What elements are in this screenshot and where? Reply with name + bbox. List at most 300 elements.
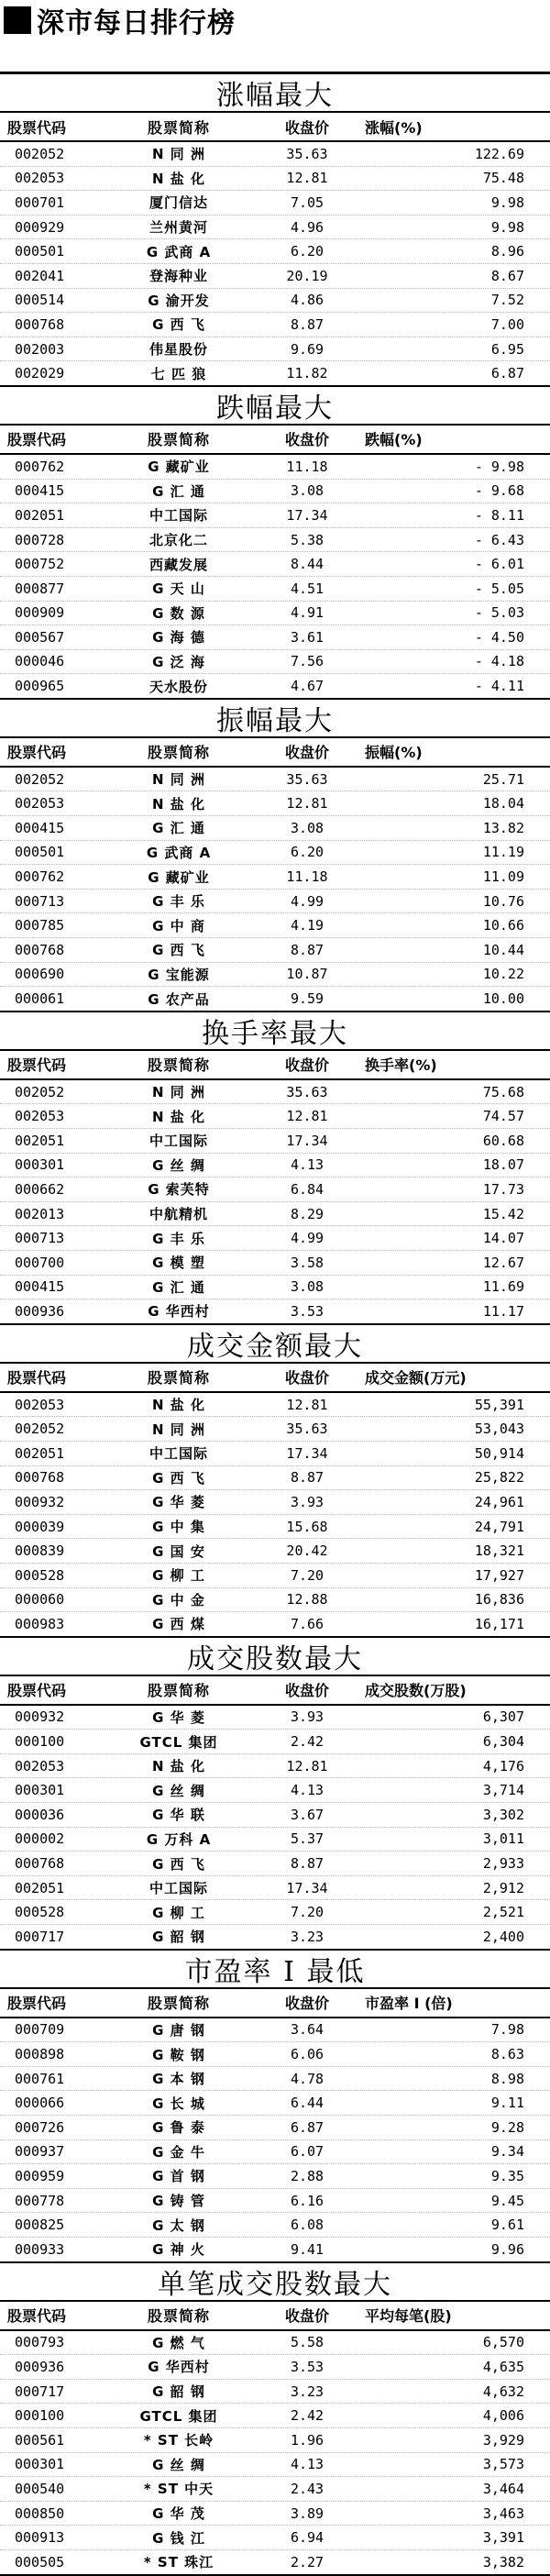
cell-code: 000933: [15, 2240, 65, 2258]
cell-name: G 武商 A: [146, 243, 212, 260]
cell-name: G 西 煤: [152, 1616, 205, 1633]
cell-metric: 18.04: [482, 795, 524, 813]
table-row: [0, 1876, 550, 1901]
cell-close: 17.34: [286, 1132, 328, 1149]
cell-name: G 汇 通: [152, 1278, 205, 1296]
cell-code: 000561: [15, 2431, 65, 2449]
table-row: [0, 1730, 550, 1754]
table-row: [0, 768, 550, 792]
table-row: [0, 2502, 550, 2526]
cell-name: G 韶 钢: [152, 1929, 205, 1946]
section-title: 单笔成交股数最大: [0, 2263, 550, 2302]
column-header-code: 股票代码: [7, 2307, 67, 2326]
column-header-row: [0, 1989, 550, 2018]
table-row: [0, 1417, 550, 1442]
ranking-section: [0, 1325, 550, 1638]
column-header-name: 股票简称: [147, 744, 210, 762]
page-title-bar: [0, 0, 550, 40]
table-row: [0, 2164, 550, 2189]
column-header-metric: 跌幅(%): [365, 431, 423, 449]
cell-metric: 2,933: [482, 1855, 524, 1873]
cell-close: 5.37: [290, 1830, 324, 1848]
column-header-close: 收盘价: [284, 1995, 329, 2013]
cell-metric: 2,912: [482, 1879, 524, 1896]
cell-code: 000959: [15, 2167, 65, 2184]
column-header-metric: 平均每笔(股): [365, 2307, 452, 2326]
cell-close: 6.08: [290, 2217, 324, 2234]
cell-close: 11.18: [286, 868, 328, 886]
cell-name: G 华 菱: [152, 1494, 205, 1511]
cell-code: 000983: [15, 1615, 65, 1632]
table-row: [0, 1299, 550, 1325]
cell-code: 000046: [15, 653, 65, 670]
table-row: [0, 1706, 550, 1730]
cell-metric: 9.45: [490, 2192, 524, 2209]
cell-code: 000825: [15, 2217, 65, 2234]
cell-code: 000301: [15, 2456, 65, 2473]
cell-name: G 宝能源: [148, 966, 210, 983]
column-header-metric: 成交金额(万元): [365, 1369, 467, 1388]
column-header-close: 收盘价: [284, 744, 329, 762]
cell-metric: - 6.43: [474, 531, 524, 548]
column-header-close: 收盘价: [284, 1056, 329, 1075]
table-row: [0, 1202, 550, 1227]
column-header-code: 股票代码: [7, 744, 67, 762]
column-header-close: 收盘价: [284, 2307, 329, 2326]
table-row: [0, 1852, 550, 1876]
table-row: [0, 191, 550, 216]
cell-close: 3.58: [290, 1254, 324, 1271]
cell-close: 12.81: [286, 1757, 328, 1774]
cell-close: 12.81: [286, 795, 328, 813]
table-row: [0, 167, 550, 192]
cell-metric: 8.98: [490, 2070, 524, 2087]
cell-name: N 盐 化: [152, 1108, 205, 1125]
cell-metric: 2,400: [482, 1928, 524, 1945]
cell-close: 6.44: [290, 2095, 324, 2112]
cell-name: G 韶 钢: [152, 2383, 205, 2401]
table-row: [0, 2331, 550, 2356]
cell-name: N 盐 化: [152, 1397, 205, 1414]
cell-name: G 西 飞: [152, 316, 205, 334]
column-header-metric: 涨幅(%): [365, 118, 423, 137]
cell-name: G 天 山: [152, 580, 205, 598]
cell-name: G 神 火: [152, 2241, 205, 2259]
table-row: [0, 625, 550, 650]
cell-close: 12.88: [286, 1591, 328, 1609]
cell-metric: 17.73: [482, 1180, 524, 1198]
ranking-section: [0, 700, 550, 1012]
table-row: [0, 2238, 550, 2263]
table-row: [0, 552, 550, 577]
table-row: [0, 913, 550, 938]
cell-code: 000301: [15, 1782, 65, 1799]
cell-metric: 16,171: [474, 1615, 524, 1632]
cell-name: G 华西村: [148, 1303, 210, 1321]
cell-name: G 国 安: [152, 1542, 205, 1560]
cell-metric: - 9.68: [474, 482, 524, 500]
cell-name: G 模 塑: [152, 1255, 205, 1272]
cell-name: G 泛 海: [152, 653, 205, 670]
cell-code: 002053: [15, 170, 65, 187]
cell-name: G 渝开发: [148, 292, 210, 309]
cell-close: 2.42: [290, 2407, 324, 2425]
cell-name: G 华 联: [152, 1807, 205, 1824]
column-header-name: 股票简称: [147, 1995, 210, 2013]
cell-name: G 金 牛: [152, 2143, 205, 2161]
table-row: [0, 963, 550, 988]
cell-name: G 西 飞: [152, 1469, 205, 1487]
cell-close: 8.87: [290, 315, 324, 333]
cell-metric: 9.98: [490, 193, 524, 211]
cell-name: G 太 钢: [152, 2217, 205, 2234]
cell-name: G 鞍 钢: [152, 2046, 205, 2063]
cell-name: 伟星股份: [148, 341, 208, 359]
table-body: [0, 2331, 550, 2576]
cell-close: 4.99: [290, 1230, 324, 1247]
cell-code: 002053: [15, 795, 65, 813]
cell-metric: 10.66: [482, 917, 524, 934]
cell-metric: 8.67: [490, 267, 524, 284]
cell-close: 11.82: [286, 365, 328, 382]
cell-code: 000937: [15, 2143, 65, 2161]
cell-close: 5.38: [290, 531, 324, 548]
cell-metric: 9.61: [490, 2217, 524, 2234]
cell-name: G 海 德: [152, 629, 205, 647]
cell-code: 000932: [15, 1708, 65, 1726]
column-header-metric: 换手率(%): [365, 1056, 437, 1075]
cell-name: N 同 洲: [152, 771, 205, 789]
cell-metric: - 6.01: [474, 556, 524, 573]
ranking-section: [0, 74, 550, 387]
ranking-section: [0, 387, 550, 700]
cell-close: 3.64: [290, 2021, 324, 2039]
cell-code: 000726: [15, 2118, 65, 2136]
cell-metric: 3,463: [482, 2504, 524, 2522]
section-title: 市盈率 I 最低: [0, 1951, 550, 1989]
table-body: [0, 2018, 550, 2263]
cell-name: G 华西村: [148, 2359, 210, 2376]
column-header-name: 股票简称: [147, 1369, 210, 1388]
table-row: [0, 1828, 550, 1852]
table-row: [0, 987, 550, 1012]
table-row: [0, 602, 550, 626]
cell-close: 2.43: [290, 2480, 324, 2497]
cell-metric: 3,573: [482, 2456, 524, 2473]
cell-close: 3.08: [290, 482, 324, 500]
section-title: 成交金额最大: [0, 1325, 550, 1364]
cell-metric: 4,006: [482, 2407, 524, 2425]
table-row: [0, 1490, 550, 1515]
cell-code: 000701: [15, 193, 65, 211]
cell-close: 3.93: [290, 1493, 324, 1510]
cell-name: 七 匹 狼: [150, 365, 207, 382]
cell-metric: 3,391: [482, 2529, 524, 2547]
cell-close: 3.08: [290, 1278, 324, 1296]
cell-metric: 3,302: [482, 1806, 524, 1823]
cell-close: 4.67: [290, 678, 324, 695]
cell-close: 3.53: [290, 2358, 324, 2375]
cell-code: 000709: [15, 2021, 65, 2039]
column-header-row: [0, 113, 550, 142]
cell-code: 000936: [15, 1302, 65, 1320]
cell-close: 7.20: [290, 1566, 324, 1584]
ranking-section: [0, 1638, 550, 1951]
cell-metric: 53,043: [474, 1421, 524, 1438]
cell-close: 7.66: [290, 1615, 324, 1632]
cell-metric: 6,570: [482, 2334, 524, 2351]
cell-code: 002029: [15, 365, 65, 382]
cell-code: 000762: [15, 458, 65, 475]
cell-metric: 4,632: [482, 2383, 524, 2400]
cell-name: 西藏发展: [148, 556, 208, 573]
cell-metric: 75.48: [482, 170, 524, 187]
table-row: [0, 337, 550, 362]
column-header-code: 股票代码: [7, 1682, 67, 1700]
cell-close: 6.20: [290, 844, 324, 861]
cell-close: 35.63: [286, 770, 328, 788]
cell-name: 中工国际: [148, 1133, 208, 1150]
table-row: [0, 480, 550, 504]
table-row: [0, 2189, 550, 2214]
cell-code: 000514: [15, 292, 65, 309]
cell-metric: 6,304: [482, 1733, 524, 1751]
table-row: [0, 239, 550, 264]
cell-code: 000909: [15, 604, 65, 622]
cell-code: 000761: [15, 2070, 65, 2087]
table-row: [0, 2404, 550, 2428]
cell-metric: - 9.98: [474, 458, 524, 475]
cell-metric: - 8.11: [474, 506, 524, 524]
column-header-metric: 市盈率 I (倍): [365, 1995, 453, 2013]
cell-metric: 74.57: [482, 1108, 524, 1125]
cell-name: G 本 钢: [152, 2071, 205, 2088]
table-row: [0, 2477, 550, 2502]
table-row: [0, 816, 550, 841]
table-row: [0, 142, 550, 167]
column-header-close: 收盘价: [284, 431, 329, 449]
cell-close: 35.63: [286, 145, 328, 162]
cell-metric: 3,464: [482, 2480, 524, 2497]
cell-close: 6.07: [290, 2143, 324, 2161]
cell-code: 000728: [15, 531, 65, 548]
column-header-code: 股票代码: [7, 1995, 67, 2013]
table-body: [0, 455, 550, 700]
cell-close: 17.34: [286, 1444, 328, 1462]
cell-metric: 9.35: [490, 2167, 524, 2184]
cell-metric: 12.67: [482, 1254, 524, 1271]
cell-close: 6.20: [290, 243, 324, 260]
cell-metric: 7.00: [490, 315, 524, 333]
table-row: [0, 2091, 550, 2116]
table-row: [0, 2380, 550, 2405]
cell-metric: 2,521: [482, 1904, 524, 1921]
table-row: [0, 2140, 550, 2165]
cell-metric: - 4.18: [474, 653, 524, 670]
cell-metric: 6.95: [490, 340, 524, 358]
cell-metric: - 5.05: [474, 580, 524, 597]
cell-metric: 10.00: [482, 990, 524, 1008]
cell-close: 3.53: [290, 1302, 324, 1320]
cell-metric: 6,307: [482, 1708, 524, 1726]
cell-name: 北京化二: [148, 532, 208, 549]
cell-metric: 7.52: [490, 292, 524, 309]
cell-metric: 25.71: [482, 770, 524, 788]
cell-name: G 丝 绸: [152, 1156, 205, 1174]
table-row: [0, 1276, 550, 1300]
cell-name: G 丰 乐: [152, 893, 205, 911]
cell-name: G 华 菱: [152, 1708, 205, 1726]
cell-metric: 13.82: [482, 819, 524, 836]
cell-name: G 中 集: [152, 1519, 205, 1536]
cell-close: 6.94: [290, 2529, 324, 2547]
cell-metric: 24,961: [474, 1493, 524, 1510]
section-title: 成交股数最大: [0, 1638, 550, 1676]
cell-code: 000662: [15, 1180, 65, 1198]
table-row: [0, 1754, 550, 1779]
table-row: [0, 2018, 550, 2043]
cell-name: * ST 珠江: [143, 2554, 214, 2571]
cell-name: * ST 长岭: [143, 2432, 214, 2449]
cell-name: G 丝 绸: [152, 1782, 205, 1799]
cell-code: 000061: [15, 990, 65, 1008]
cell-code: 000877: [15, 580, 65, 597]
cell-close: 9.69: [290, 340, 324, 358]
cell-close: 3.23: [290, 2383, 324, 2400]
cell-metric: 50,914: [474, 1444, 524, 1462]
cell-code: 000793: [15, 2334, 65, 2351]
cell-close: 8.87: [290, 1469, 324, 1487]
cell-close: 4.13: [290, 1156, 324, 1174]
cell-code: 000066: [15, 2095, 65, 2112]
cell-code: 002013: [15, 1205, 65, 1222]
table-row: [0, 938, 550, 963]
column-header-metric: 振幅(%): [365, 744, 423, 762]
cell-code: 000936: [15, 2358, 65, 2375]
cell-code: 000762: [15, 868, 65, 886]
cell-name: 中工国际: [148, 1880, 208, 1897]
table-row: [0, 1539, 550, 1564]
cell-name: 厦门信达: [148, 194, 208, 212]
column-header-row: [0, 2302, 550, 2331]
table-row: [0, 890, 550, 914]
column-header-code: 股票代码: [7, 1056, 67, 1075]
cell-name: N 盐 化: [152, 795, 205, 813]
table-row: [0, 2067, 550, 2092]
cell-code: 000768: [15, 1855, 65, 1873]
cell-metric: 55,391: [474, 1396, 524, 1413]
column-header-code: 股票代码: [7, 1369, 67, 1388]
cell-name: G 汇 通: [152, 482, 205, 500]
cell-metric: 3,714: [482, 1782, 524, 1799]
cell-close: 7.05: [290, 193, 324, 211]
cell-metric: - 4.11: [474, 678, 524, 695]
column-header-name: 股票简称: [147, 1056, 210, 1075]
cell-code: 002052: [15, 145, 65, 162]
cell-close: 5.58: [290, 2334, 324, 2351]
cell-name: G 丰 乐: [152, 1230, 205, 1247]
cell-metric: 17,927: [474, 1566, 524, 1584]
cell-code: 002053: [15, 1108, 65, 1125]
cell-metric: 60.68: [482, 1132, 524, 1149]
cell-close: 10.87: [286, 966, 328, 983]
cell-code: 000839: [15, 1542, 65, 1560]
cell-close: 9.59: [290, 990, 324, 1008]
section-title: 振幅最大: [0, 700, 550, 738]
cell-name: G 藏矿业: [148, 868, 210, 886]
table-row: [0, 1900, 550, 1925]
cell-name: 兰州黄河: [148, 219, 208, 237]
cell-close: 2.88: [290, 2167, 324, 2184]
cell-name: N 盐 化: [152, 1758, 205, 1775]
table-row: [0, 216, 550, 240]
table-row: [0, 1588, 550, 1613]
column-header-close: 收盘价: [284, 1369, 329, 1388]
cell-code: 000713: [15, 1230, 65, 1247]
cell-metric: 8.96: [490, 243, 524, 260]
cell-metric: 122.69: [474, 145, 524, 162]
cell-close: 4.13: [290, 2456, 324, 2473]
page-title: 深市每日排行榜: [37, 7, 236, 39]
cell-close: 4.86: [290, 292, 324, 309]
cell-name: G 华 茂: [152, 2505, 205, 2523]
cell-metric: 14.07: [482, 1230, 524, 1247]
table-row: [0, 2213, 550, 2238]
cell-code: 000501: [15, 243, 65, 260]
cell-metric: 11.17: [482, 1302, 524, 1320]
cell-name: G 万科 A: [146, 1830, 212, 1848]
cell-close: 7.20: [290, 1904, 324, 1921]
cell-code: 000039: [15, 1518, 65, 1535]
column-header-metric: 成交股数(万股): [365, 1682, 467, 1700]
section-title: 涨幅最大: [0, 74, 550, 113]
cell-name: G 农产品: [148, 990, 210, 1008]
column-header-row: [0, 1676, 550, 1706]
cell-name: G 武商 A: [146, 844, 212, 861]
column-header-code: 股票代码: [7, 431, 67, 449]
table-row: [0, 577, 550, 602]
cell-close: 4.91: [290, 604, 324, 622]
cell-code: 000100: [15, 1733, 65, 1751]
cell-code: 000528: [15, 1904, 65, 1921]
cell-metric: 8.63: [490, 2046, 524, 2063]
table-row: [0, 1466, 550, 1491]
cell-code: 000501: [15, 844, 65, 861]
cell-code: 000700: [15, 1254, 65, 1271]
table-row: [0, 1612, 550, 1638]
cell-metric: 7.98: [490, 2021, 524, 2039]
cell-code: 000060: [15, 1591, 65, 1609]
table-row: [0, 1129, 550, 1154]
cell-code: 002053: [15, 1396, 65, 1413]
column-header-name: 股票简称: [147, 2307, 210, 2326]
cell-name: * ST 中天: [143, 2481, 214, 2498]
cell-code: 002052: [15, 1421, 65, 1438]
cell-code: 002053: [15, 1757, 65, 1774]
cell-name: G 柳 工: [152, 1567, 205, 1585]
cell-metric: 11.19: [482, 844, 524, 861]
table-body: [0, 142, 550, 387]
column-header-row: [0, 1051, 550, 1080]
cell-metric: 3,382: [482, 2553, 524, 2570]
cell-name: 天水股份: [148, 678, 208, 695]
cell-close: 4.78: [290, 2070, 324, 2087]
title-square-mark: [4, 6, 31, 34]
cell-code: 000965: [15, 678, 65, 695]
cell-code: 000002: [15, 1830, 65, 1848]
cell-metric: 3,929: [482, 2431, 524, 2449]
cell-name: G 索芙特: [148, 1181, 210, 1199]
